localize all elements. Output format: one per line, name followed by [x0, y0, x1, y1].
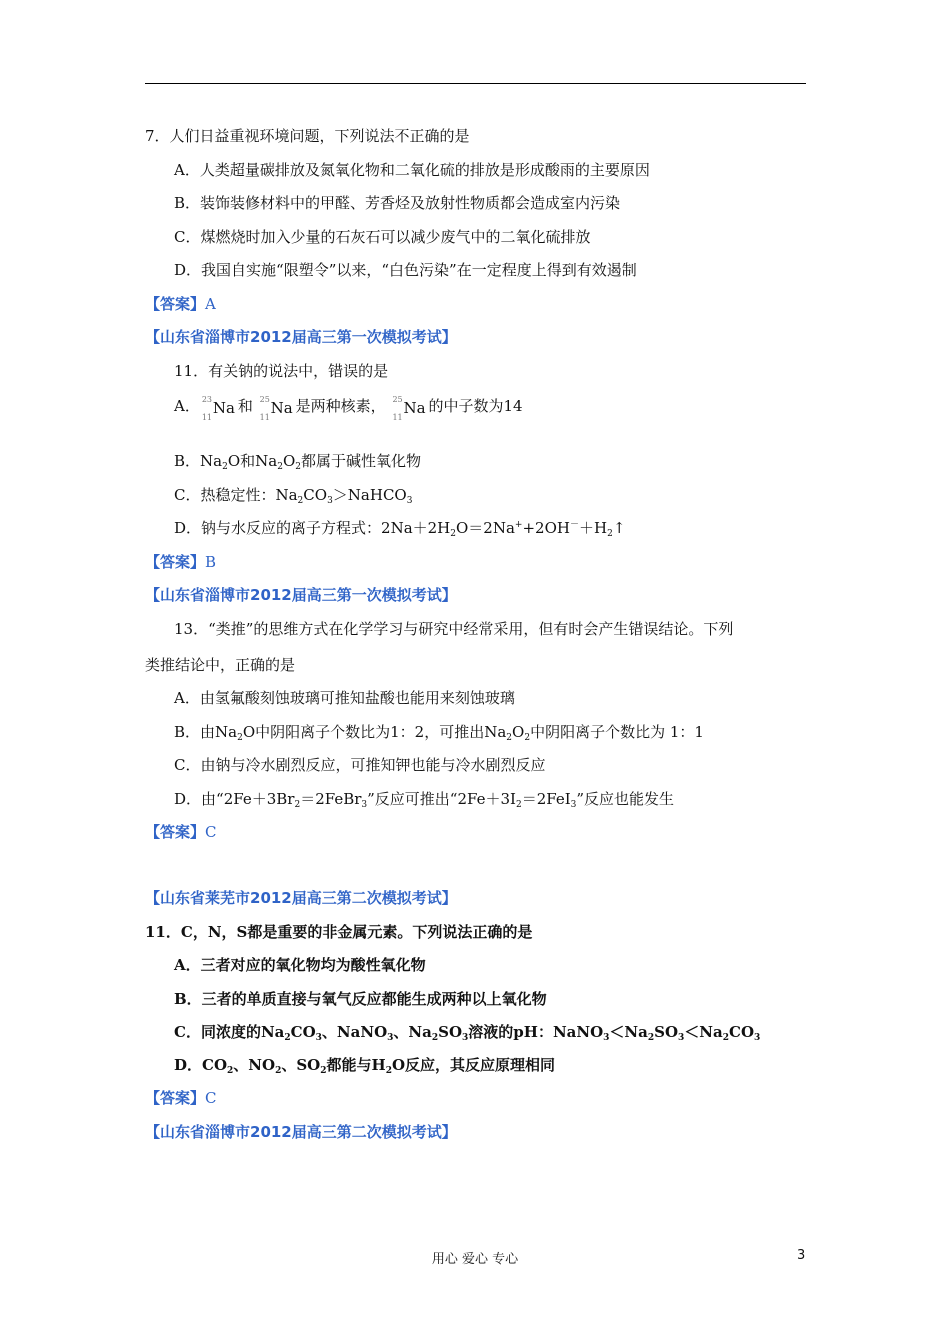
q11b-option-c: C．同浓度的$Na_2CO_3$、NaNO$_3$、$Na_2SO_3$溶液的pH：$NaNO_3<Na_2SO_3<Na_2CO_3$ — [174, 1023, 761, 1043]
q7-stem: 7．人们日益重视环境问题，下列说法不正确的是 — [145, 127, 470, 145]
source-label-1: 【山东省淄博市2012届高三第一次模拟考试】 — [145, 328, 457, 346]
q13-stem-line1: 13．“类推”的思维方式在化学学习与研究中经常采用，但有时会产生错误结论。下列 — [174, 620, 734, 638]
q13-answer: 【答案】C — [145, 823, 217, 841]
source-label-3: 【山东省莱芜市2012届高三第二次模拟考试】 — [145, 889, 457, 907]
q13-option-d: D．由“$2Fe+3Br_2=2FeBr_3$”反应可推出“$2Fe+3I_2=2FeI_3$”反应也能发生 — [174, 790, 675, 810]
q11b-option-b: B．三者的单质直接与氧气反应都能生成两种以上氧化物 — [174, 990, 547, 1008]
source-label-2: 【山东省淄博市2012届高三第一次模拟考试】 — [145, 586, 457, 604]
nuclide-na25-b: 25 11 Na — [392, 395, 426, 422]
q11-stem: 11．有关钠的说法中，错误的是 — [174, 362, 389, 380]
q11-answer: 【答案】B — [145, 553, 217, 571]
header-rule — [145, 83, 806, 84]
nuclide-na23: 23 11 Na — [201, 395, 235, 422]
q11-option-b: B．$Na_2O$和$Na_2O_2$都属于碱性氧化物 — [174, 452, 421, 472]
q7-option-a: A．人类超量碳排放及氮氧化物和二氧化硫的排放是形成酸雨的主要原因 — [174, 161, 650, 179]
q7-option-c: C．煤燃烧时加入少量的石灰石可以减少废气中的二氧化硫排放 — [174, 228, 591, 246]
q13-stem-line2: 类推结论中，正确的是 — [145, 656, 296, 674]
nuclide-na25: 25 11 Na — [259, 395, 293, 422]
q11b-option-d: D．$CO_2$、$NO_2$、$SO_2$都能与$H_2O$反应，其反应原理相同 — [174, 1056, 556, 1076]
q11b-answer: 【答案】C — [145, 1089, 217, 1107]
q7-option-b: B．装饰装修材料中的甲醛、芳香烃及放射性物质都会造成室内污染 — [174, 194, 621, 212]
source-label-4: 【山东省淄博市2012届高三第二次模拟考试】 — [145, 1123, 457, 1141]
q13-option-b: B．由$Na_2O$中阴阳离子个数比为1：2，可推出$Na_2O_2$中阴阳离子个数比为 1：1 — [174, 723, 704, 743]
q11b-option-a: A．三者对应的氧化物均为酸性氧化物 — [174, 956, 426, 974]
page-footer: 用心 爱心 专心 — [431, 1252, 519, 1267]
page-number: 3 — [797, 1248, 806, 1263]
q7-answer: 【答案】A — [145, 295, 216, 313]
q7-option-d: D．我国自实施“限塑令”以来，“白色污染”在一定程度上得到有效遏制 — [174, 261, 637, 279]
q11-option-d: D．钠与水反应的离子方程式：$2Na+2H_2O=2Na^++2OH^-+H_2↑$ — [174, 519, 626, 539]
q11-option-a: A． 23 11 Na 和 25 11 Na 是两种核素， 25 11 Na 的中子数为14 — [174, 395, 523, 422]
q13-option-c: C．由钠与冷水剧烈反应，可推知钾也能与冷水剧烈反应 — [174, 756, 546, 774]
q11b-stem: 11．C，N，S都是重要的非金属元素。下列说法正确的是 — [145, 923, 533, 941]
q13-option-a: A．由氢氟酸刻蚀玻璃可推知盐酸也能用来刻蚀玻璃 — [174, 689, 515, 707]
q11-option-c: C．热稳定性：$Na_2CO_3>NaHCO_3$ — [174, 486, 413, 506]
